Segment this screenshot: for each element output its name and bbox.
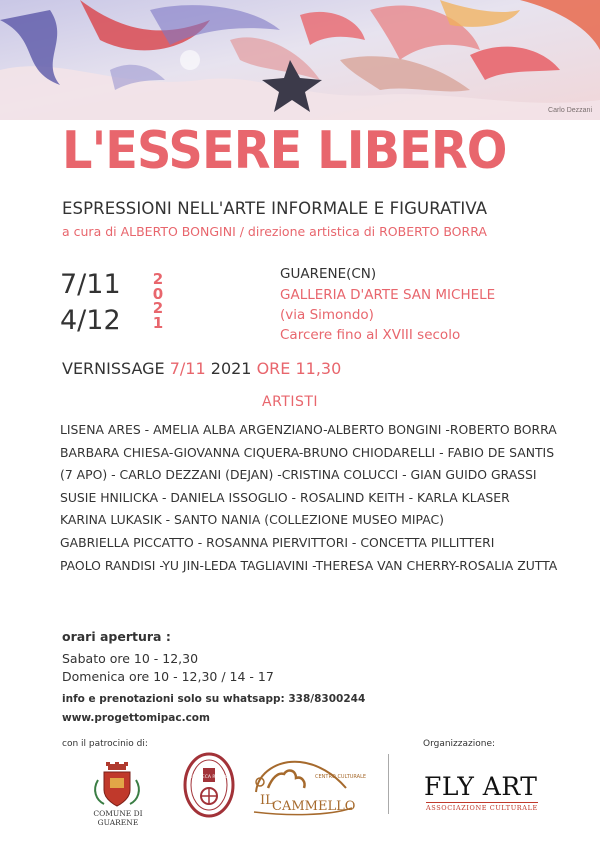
cammello-subtitle: CENTRO CULTURALE (315, 774, 367, 780)
artist-line: PAOLO RANDISI -YU JIN-LEDA TAGLIAVINI -THERESA VAN CHERRY-ROSALIA ZUTTA (60, 557, 558, 573)
year-digit: 2 (152, 270, 164, 288)
year-digit: 2 (152, 299, 164, 317)
artist-line: (7 APO) - CARLO DEZZANI (DEJAN) -CRISTINA COLUCCI - GIAN GUIDO GRASSI (60, 467, 537, 483)
start-date: 7/11 (60, 269, 121, 300)
painting-credit: Carlo Dezzani (548, 107, 592, 114)
website-link[interactable]: www.progettomipac.com (62, 712, 210, 724)
organization-label: Organizzazione: (423, 739, 496, 749)
event-title: L'ESSERE LIBERO (62, 121, 507, 181)
end-date: 4/12 (60, 305, 121, 336)
flyart-subtitle: ASSOCIAZIONE CULTURALE (426, 804, 538, 812)
vernissage-line (62, 359, 341, 378)
vernissage-label: VERNISSAGE (62, 359, 170, 378)
curators-prefix: a cura di (62, 224, 121, 239)
venue-city: GUARENE(CN) (280, 266, 377, 282)
hours-title: orari apertura : (62, 629, 171, 644)
artist-line: KARINA LUKASIK - SANTO NANIA (COLLEZIONE MUSEO MIPAC) (60, 512, 444, 528)
artists-heading: ARTISTI (262, 394, 319, 410)
year-vertical (150, 272, 166, 330)
curator-name: ALBERTO BONGINI (120, 224, 236, 239)
footer-divider (388, 754, 389, 814)
patronage-label: con il patrocinio di: (62, 739, 148, 749)
hours-saturday: Sabato ore 10 - 12,30 (62, 651, 199, 666)
year-digit: 1 (152, 313, 164, 332)
venue-gallery: GALLERIA D'ARTE SAN MICHELE (280, 287, 496, 303)
painting-artwork (0, 0, 600, 120)
artist-line: LISENA ARES - AMELIA ALBA ARGENZIANO-ALBERTO BONGINI -ROBERTO BORRA (60, 422, 557, 437)
vernissage-time: ORE 11,30 (256, 359, 342, 378)
guarene-label: COMUNE DI GUARENE (93, 809, 143, 827)
booking-info: info e prenotazioni solo su whatsapp: 338/8300244 (62, 693, 366, 705)
roero-seal-icon (183, 752, 235, 818)
header-painting (0, 0, 600, 120)
flyart-logo: FLY ART (424, 772, 538, 801)
curators-middle: / direzione artistica di (235, 224, 380, 239)
event-subtitle: ESPRESSIONI NELL'ARTE INFORMALE E FIGURATIVA (62, 199, 488, 218)
roero-seal-text: ENOTECA ROERO (189, 775, 229, 780)
cammello-il: IL (260, 793, 274, 808)
cammello-logo-icon (248, 752, 367, 816)
venue-building: Carcere fino al XVIII secolo (280, 327, 461, 343)
curators-line (62, 224, 487, 239)
artist-line: SUSIE HNILICKA - DANIELA ISSOGLIO - ROSALIND KEITH - KARLA KLASER (60, 489, 510, 505)
vernissage-date: 7/11 (169, 359, 206, 378)
vernissage-year: 2021 (205, 359, 257, 378)
artist-line: GABRIELLA PICCATTO - ROSANNA PIERVITTORI - CONCETTA PILLITTERI (60, 534, 495, 550)
year-digit: 0 (152, 284, 164, 303)
venue-street: (via Simondo) (280, 307, 374, 323)
director-name: ROBERTO BORRA (379, 224, 487, 239)
cammello-name: CAMMELLO (272, 799, 356, 814)
artists-list (60, 422, 560, 580)
hours-sunday: Domenica ore 10 - 12,30 / 14 - 17 (62, 669, 274, 684)
artist-line: BARBARA CHIESA-GIOVANNA CIQUERA-BRUNO CHIODARELLI - FABIO DE SANTIS (60, 444, 555, 460)
